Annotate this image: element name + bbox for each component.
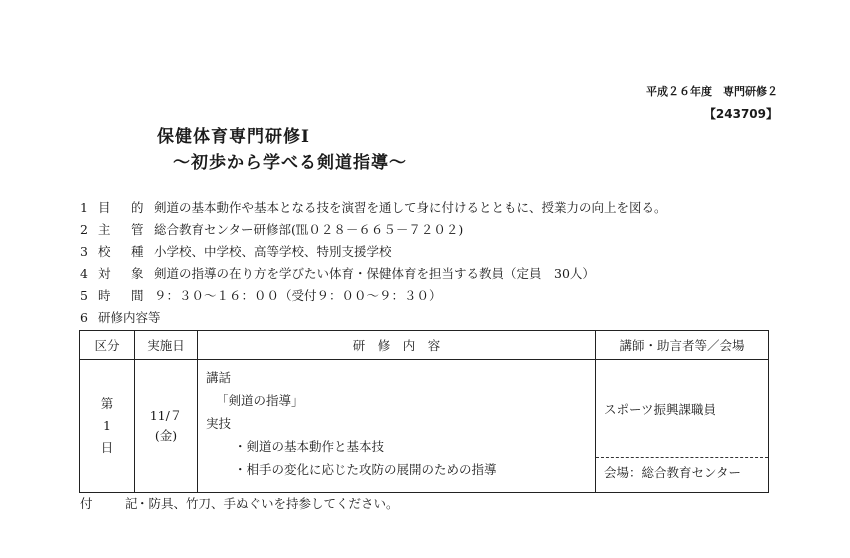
- item-number: 1: [80, 200, 88, 215]
- table-header-row: [80, 331, 769, 360]
- date-value: 11/７: [149, 408, 183, 423]
- venue-label: 会場：総合教育センター: [604, 464, 742, 480]
- page-subtitle: ～初歩から学べる剣道指導～: [173, 153, 407, 173]
- item-label: 目 的: [98, 200, 148, 215]
- schedule-table: [79, 330, 769, 493]
- item-text: ９：３０～１６：００（受付９：００～９：３０）: [154, 288, 442, 303]
- item-text: 総合教育センター研修部(℡０２８－６６５－７２０２): [154, 222, 464, 237]
- page-title: 保健体育専門研修Ⅰ: [157, 127, 310, 147]
- content-cell: [198, 360, 596, 493]
- item-text: 剣道の指導の在り方を学びたい体育・保健体育を担当する教員（定員 30人）: [154, 266, 595, 281]
- day-cell: [80, 360, 135, 493]
- header-division: 区分: [80, 331, 135, 360]
- content-line: 「剣道の指導」: [216, 393, 304, 408]
- note-line: [80, 494, 399, 512]
- item-label: 研修内容等: [98, 310, 161, 325]
- note-label: 付 記: [80, 496, 148, 511]
- item-time: [80, 286, 442, 304]
- lecturer-cell: [596, 360, 769, 493]
- item-contents: [80, 308, 161, 326]
- content-line: ・剣道の基本動作と基本技: [234, 439, 385, 454]
- note-text: ・防具、竹刀、手ぬぐいを持参してください。: [136, 496, 399, 511]
- item-label: 時 間: [98, 288, 148, 303]
- item-number: 2: [80, 222, 88, 237]
- item-label: 校 種: [98, 244, 148, 259]
- header-lecturer: 講師・助言者等／会場: [596, 331, 769, 360]
- item-label: 主 管: [98, 222, 148, 237]
- item-number: 6: [80, 310, 88, 325]
- course-code: 【243709】: [703, 107, 778, 121]
- weekday-value: (金): [154, 428, 178, 443]
- course-year-label: 平成２６年度 専門研修２: [646, 85, 778, 98]
- header-date: 実施日: [135, 331, 198, 360]
- table-row: [80, 360, 769, 493]
- header-content: 研 修 内 容: [198, 331, 596, 360]
- content-line: 実技: [206, 416, 232, 431]
- day-suffix: 日: [100, 440, 114, 455]
- item-number: 4: [80, 266, 88, 281]
- item-number: 3: [80, 244, 88, 259]
- item-school-type: [80, 242, 392, 260]
- item-text: 小学校、中学校、高等学校、特別支援学校: [154, 244, 392, 259]
- item-target: [80, 264, 595, 282]
- date-cell: [135, 360, 198, 493]
- item-label: 対 象: [98, 266, 148, 281]
- day-number: 1: [103, 418, 111, 433]
- content-line: ・相手の変化に応じた攻防の展開のための指導: [234, 462, 497, 477]
- content-line: 講話: [206, 370, 232, 385]
- item-organizer: [80, 220, 463, 238]
- lecturer-name: スポーツ振興課職員: [596, 360, 768, 458]
- item-text: 剣道の基本動作や基本となる技を演習を通して身に付けるとともに、授業力の向上を図る。: [154, 200, 667, 215]
- day-prefix: 第: [100, 396, 114, 411]
- item-purpose: [80, 198, 667, 216]
- item-number: 5: [80, 288, 88, 303]
